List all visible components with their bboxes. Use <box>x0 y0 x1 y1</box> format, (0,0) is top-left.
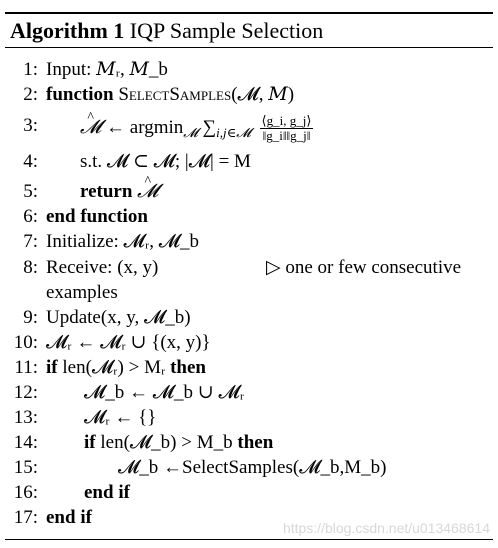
line-number: 11: <box>14 357 38 378</box>
line-text: Initialize: 𝓜ᵣ, 𝓜_b <box>46 231 199 252</box>
watermark-url: https://blog.csdn.net/u013468614 <box>282 520 490 536</box>
keyword-return: return <box>80 181 133 202</box>
line-text <box>80 114 313 145</box>
hat-M-symbol: ^ 𝓜 <box>137 180 158 204</box>
line-text: 𝓜ᵣ ← {} <box>84 407 157 428</box>
line-number: 9: <box>23 307 38 328</box>
line-text: Input: 𝑀ᵣ, 𝑀_b <box>46 59 168 80</box>
line-number: 6: <box>23 206 38 227</box>
line-text <box>80 180 158 204</box>
line-number: 7: <box>23 231 38 252</box>
argmin-operator: argmin <box>129 116 184 138</box>
argmin-subscript: 𝓜 <box>183 124 198 140</box>
keyword-end-function: end function <box>46 206 148 227</box>
condition: len(𝓜_b) > M_b <box>100 432 233 453</box>
condition: len(𝓜ᵣ) > Mᵣ <box>62 357 166 378</box>
line-number: 16: <box>13 482 38 503</box>
keyword-function: function <box>46 84 114 105</box>
line-number: 4: <box>23 151 38 172</box>
line-comment: ▷ one or few consecutive <box>266 257 462 278</box>
line-number: 3: <box>23 115 38 136</box>
keyword-end-if: end if <box>84 482 130 503</box>
line-number: 17: <box>13 507 38 528</box>
top-rule <box>5 12 493 14</box>
line-text <box>84 431 273 455</box>
line-text <box>46 83 294 107</box>
hat-M-symbol: ^ 𝓜 <box>80 116 101 140</box>
line-number: 15: <box>13 457 38 478</box>
algorithm-name: IQP Sample Selection <box>129 18 324 43</box>
algorithm-label: Algorithm 1 <box>10 18 125 43</box>
function-args: (𝓜, 𝑀) <box>231 84 295 105</box>
bottom-rule <box>5 539 493 540</box>
line-text <box>46 356 206 380</box>
sum-subscript: i,j∈𝓜 <box>216 124 251 140</box>
assign-arrow: ← <box>106 116 126 138</box>
line-number: 5: <box>23 181 38 202</box>
line-text: 𝓜ᵣ ← 𝓜ᵣ ∪ {(x, y)} <box>46 332 211 353</box>
line-number: 10: <box>13 332 38 353</box>
line-number: 14: <box>13 432 38 453</box>
line-text: 𝓜_b ←SelectSamples(𝓜_b,M_b) <box>118 457 387 478</box>
line-number: 2: <box>23 84 38 105</box>
sum-symbol: ∑ <box>202 116 217 138</box>
fraction-denominator: ‖g_i‖‖g_j‖ <box>262 128 311 143</box>
cosine-fraction <box>260 114 314 143</box>
line-number: 8: <box>23 257 38 278</box>
line-number: 13: <box>13 407 38 428</box>
algorithm-title <box>10 17 323 45</box>
function-name: SelectSamples <box>118 84 232 105</box>
keyword-if: if <box>84 432 96 453</box>
keyword-then: then <box>237 432 274 453</box>
line-text: Receive: (x, y) <box>46 257 159 278</box>
line-text: s.t. 𝓜 ⊂ 𝓜; |𝓜| = M <box>80 151 251 172</box>
line-number: 1: <box>23 59 38 80</box>
line-text: examples <box>46 282 118 303</box>
keyword-end-if: end if <box>46 507 92 528</box>
line-text: 𝓜_b ← 𝓜_b ∪ 𝓜ᵣ <box>84 382 245 403</box>
line-number: 12: <box>13 382 38 403</box>
keyword-if: if <box>46 357 58 378</box>
fraction-numerator: ⟨g_i, g_j⟩ <box>261 113 312 128</box>
keyword-then: then <box>170 357 206 378</box>
title-rule <box>5 47 493 48</box>
line-text: Update(x, y, 𝓜_b) <box>46 307 191 328</box>
